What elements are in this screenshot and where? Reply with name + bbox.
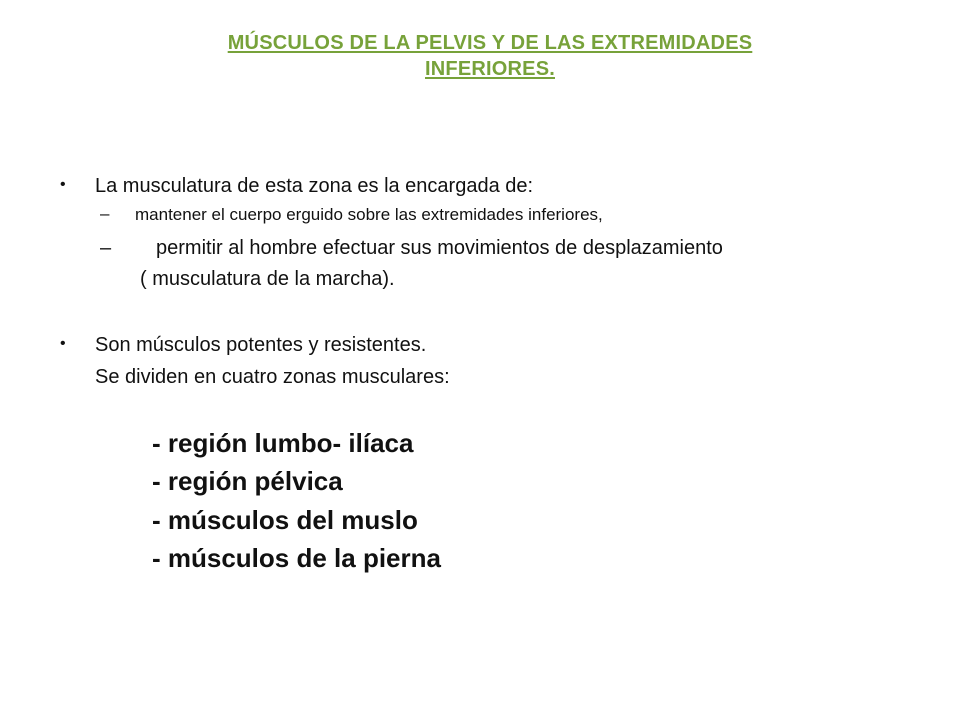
slide-title-line-2: INFERIORES. <box>425 58 555 80</box>
bullet-marker: • <box>60 176 66 193</box>
region-item: - músculos del muslo <box>152 505 418 535</box>
sub-item-dash: – <box>100 204 110 223</box>
sub-item-2-line-2: ( musculatura de la marcha). <box>140 268 395 290</box>
sub-item-2-line-1: permitir al hombre efectuar sus movimientos de desplazamiento <box>156 237 723 259</box>
bullet-2-line-1: Son músculos potentes y resistentes. <box>95 334 427 356</box>
sub-item-dash: – <box>100 237 112 259</box>
region-item: - región lumbo- ilíaca <box>152 428 414 458</box>
bullet-2-line-2: Se dividen en cuatro zonas musculares: <box>95 366 450 388</box>
slide-title-line-1: MÚSCULOS DE LA PELVIS Y DE LAS EXTREMIDADES <box>227 32 753 54</box>
bullet-marker: • <box>60 335 66 352</box>
bullet-1-text: La musculatura de esta zona es la encargada de: <box>95 175 534 197</box>
sub-item-1-text: mantener el cuerpo erguido sobre las extremidades inferiores, <box>135 205 603 224</box>
region-item: - músculos de la pierna <box>152 543 441 573</box>
region-item: - región pélvica <box>152 466 343 496</box>
slide-title <box>160 30 820 82</box>
